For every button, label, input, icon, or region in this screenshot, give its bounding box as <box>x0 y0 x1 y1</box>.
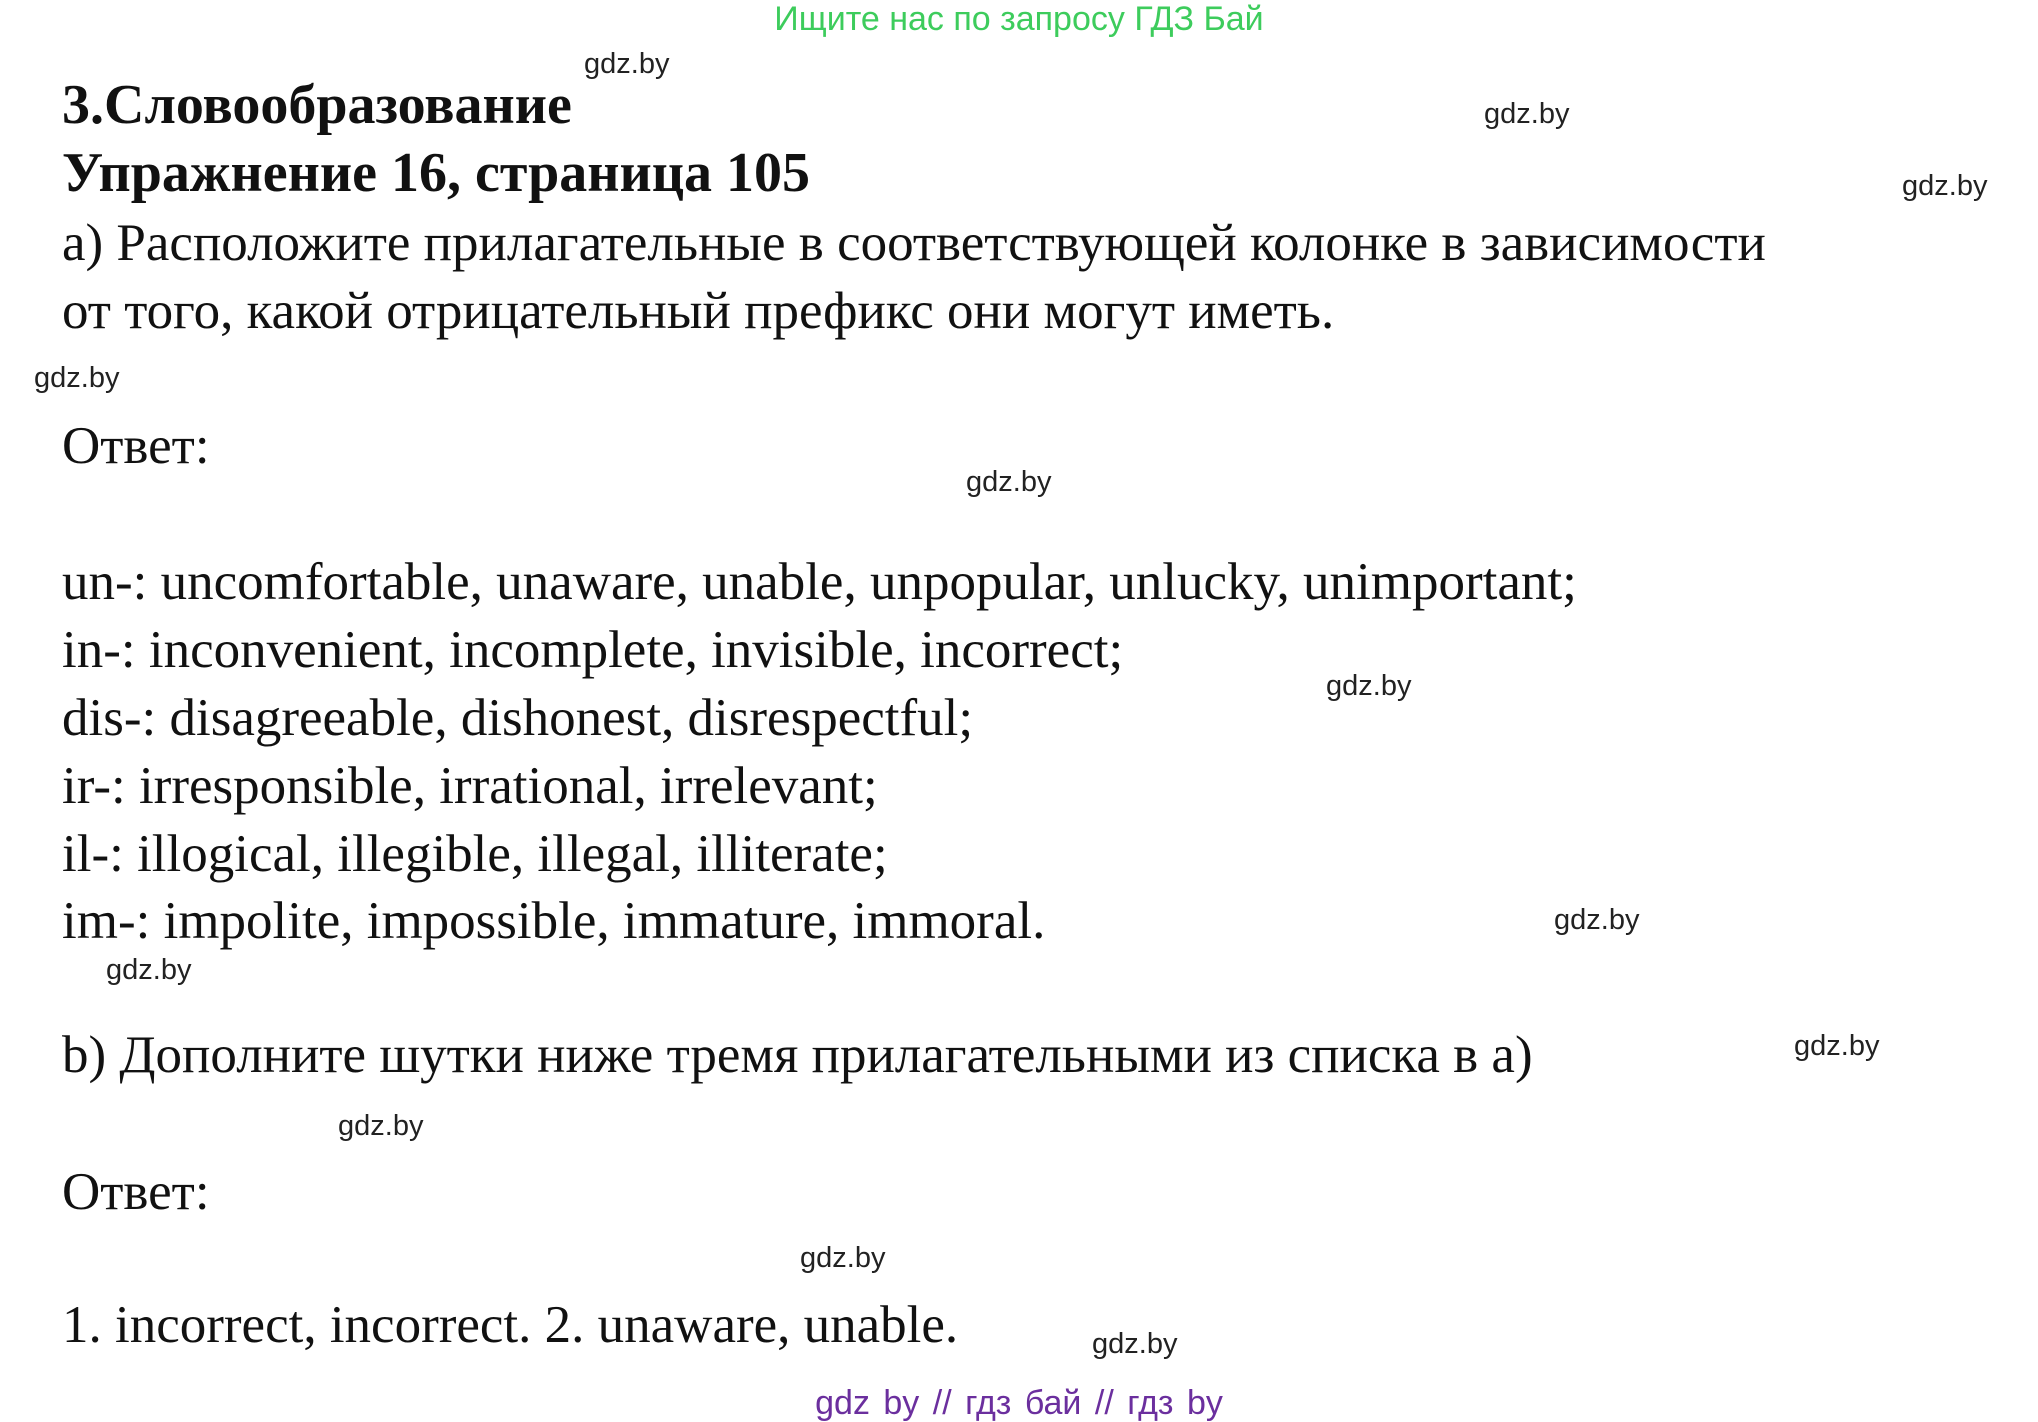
answer-line: un-: uncomfortable, unaware, unable, unpopular, unlucky, unimportant; <box>62 553 1577 611</box>
answer-line: im-: impolite, impossible, immature, immoral. <box>62 892 1046 950</box>
answer-line: il-: illogical, illegible, illegal, illiterate; <box>62 825 888 883</box>
task-a-line-1: a) Расположите прилагательные в соответствующей колонке в зависимости <box>62 214 1766 272</box>
watermark: gdz.by <box>1902 170 1988 202</box>
task-a-line-2: от того, какой отрицательный префикс они могут иметь. <box>62 282 1335 340</box>
exercise-title: Упражнение 16, страница 105 <box>62 142 811 204</box>
watermark: gdz.by <box>1554 904 1640 936</box>
watermark: gdz.by <box>106 954 192 986</box>
answer-line: ir-: irresponsible, irrational, irrelevant; <box>62 757 878 815</box>
watermark: gdz.by <box>584 48 670 80</box>
answer-label-a: Ответ: <box>62 417 210 475</box>
watermark: gdz.by <box>1326 670 1412 702</box>
watermark: gdz.by <box>1484 98 1570 130</box>
watermark: gdz.by <box>800 1242 886 1274</box>
task-b: b) Дополните шутки ниже тремя прилагательными из списка в a) <box>62 1026 1533 1084</box>
section-title: 3.Словообразование <box>62 74 572 136</box>
watermark: gdz.by <box>338 1110 424 1142</box>
watermark: gdz.by <box>34 362 120 394</box>
answer-b: 1. incorrect, incorrect. 2. unaware, unable. <box>62 1296 959 1354</box>
answer-label-b: Ответ: <box>62 1163 210 1221</box>
answer-line: dis-: disagreeable, dishonest, disrespectful; <box>62 689 974 747</box>
top-banner: Ищите нас по запросу ГДЗ Бай <box>774 0 1264 38</box>
watermark: gdz.by <box>1794 1030 1880 1062</box>
answer-line: in-: inconvenient, incomplete, invisible, incorrect; <box>62 621 1124 679</box>
watermark: gdz.by <box>966 466 1052 498</box>
watermark: gdz.by <box>1092 1328 1178 1360</box>
footer-links: gdz by // гдз бай // гдз by <box>815 1384 1223 1422</box>
